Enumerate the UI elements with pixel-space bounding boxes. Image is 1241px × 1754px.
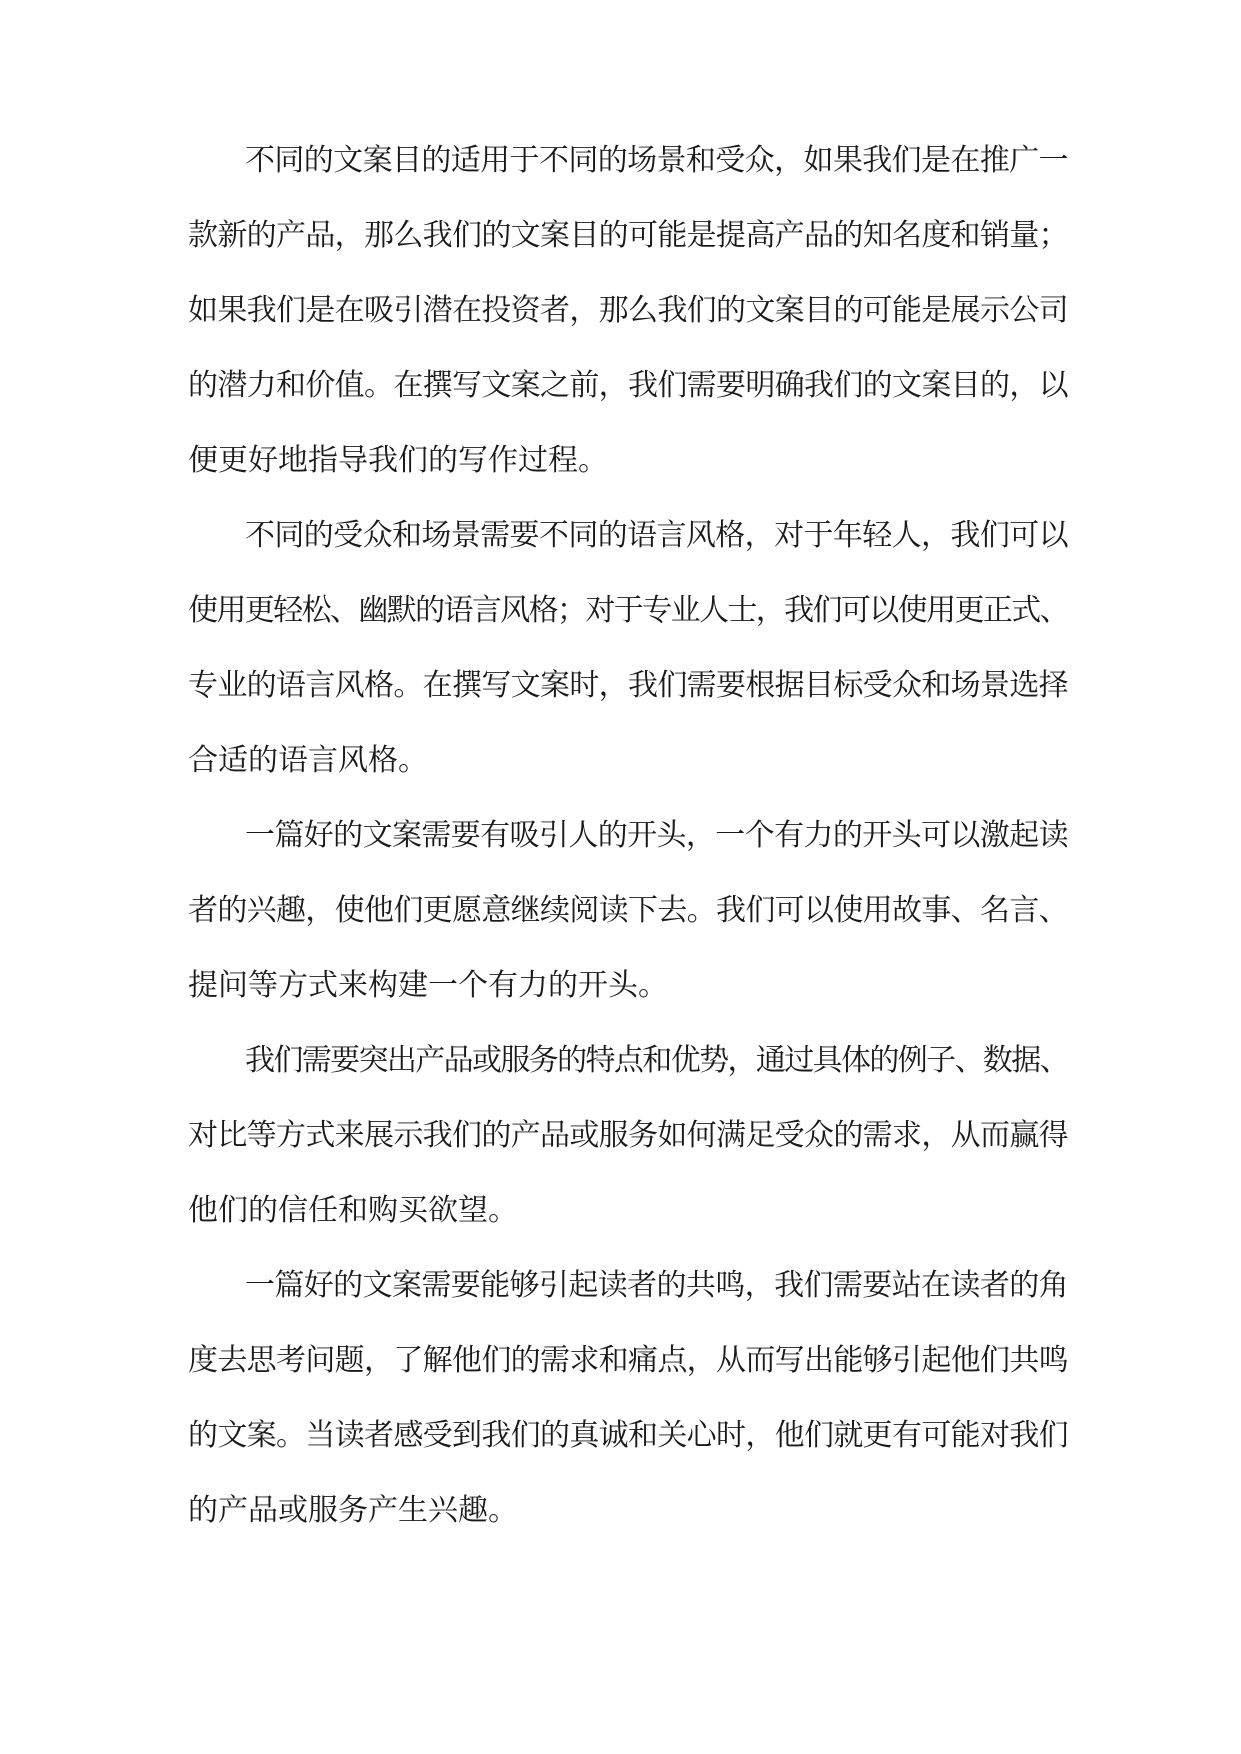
paragraph-1-line-5: 便更好地指导我们的写作过程。 <box>188 443 608 478</box>
paragraph-4-line-2: 对比等方式来展示我们的产品或服务如何满足受众的需求，从而赢得 <box>188 1118 1068 1153</box>
paragraph-5-line-1: 一篇好的文案需要能够引起读者的共鸣，我们需要站在读者的角 <box>245 1268 1068 1303</box>
paragraph-1-line-1: 不同的文案目的适用于不同的场景和受众，如果我们是在推广一 <box>245 143 1068 178</box>
paragraph-3-line-2: 者的兴趣，使他们更愿意继续阅读下去。我们可以使用故事、名言、 <box>188 893 1068 928</box>
paragraph-5-line-3: 的文案。当读者感受到我们的真诚和关心时，他们就更有可能对我们 <box>188 1418 1068 1453</box>
paragraph-5-line-4: 的产品或服务产生兴趣。 <box>188 1493 518 1528</box>
paragraph-3-line-3: 提问等方式来构建一个有力的开头。 <box>188 968 668 1003</box>
paragraph-4-line-1: 我们需要突出产品或服务的特点和优势，通过具体的例子、数据、 <box>245 1043 1068 1078</box>
paragraph-2-line-2: 使用更轻松、幽默的语言风格；对于专业人士，我们可以使用更正式、 <box>188 593 1068 628</box>
paragraph-2-line-4: 合适的语言风格。 <box>188 743 428 778</box>
paragraph-4-line-3: 他们的信任和购买欲望。 <box>188 1193 518 1228</box>
paragraph-5-line-2: 度去思考问题，了解他们的需求和痛点，从而写出能够引起他们共鸣 <box>188 1343 1068 1378</box>
paragraph-1-line-4: 的潜力和价值。在撰写文案之前，我们需要明确我们的文案目的，以 <box>188 368 1068 403</box>
paragraph-2-line-1: 不同的受众和场景需要不同的语言风格，对于年轻人，我们可以 <box>245 518 1068 553</box>
paragraph-3-line-1: 一篇好的文案需要有吸引人的开头，一个有力的开头可以激起读 <box>245 818 1068 853</box>
paragraph-1-line-2: 款新的产品，那么我们的文案目的可能是提高产品的知名度和销量； <box>188 218 1068 253</box>
paragraph-1-line-3: 如果我们是在吸引潜在投资者，那么我们的文案目的可能是展示公司 <box>188 293 1068 328</box>
paragraph-2-line-3: 专业的语言风格。在撰写文案时，我们需要根据目标受众和场景选择 <box>188 668 1068 703</box>
